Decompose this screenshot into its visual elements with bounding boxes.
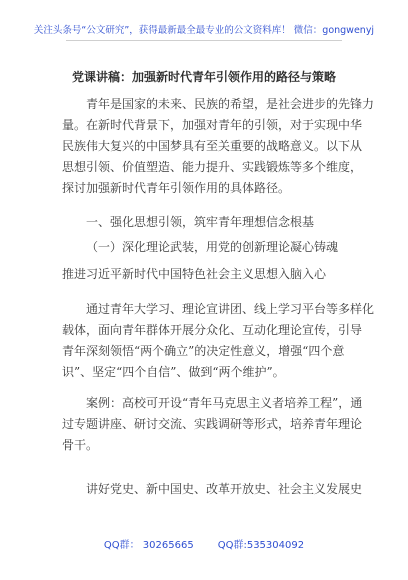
case-line: 骨干。 <box>62 438 99 452</box>
intro-line: 思想引领、价值塑造、能力提升、实践锻炼等多个维度， <box>62 160 363 174</box>
body-line: 载体，面向青年群体开展分众化、互动化理论宣传，引导 <box>62 323 363 337</box>
case-line: 过专题讲座、研讨交流、实践调研等形式，培养青年理论 <box>62 417 363 431</box>
body-line: 识”、坚定“四个自信”、做到“两个维护”。 <box>62 365 285 379</box>
section-heading: 一、强化思想引领，筑牢青年理想信念根基 <box>86 215 315 229</box>
header-divider <box>66 40 342 41</box>
footer-contact <box>0 536 408 551</box>
intro-line: 民族伟大复兴的中国梦具有至关重要的战略意义。以下从 <box>62 139 363 153</box>
intro-paragraph <box>62 94 375 199</box>
subsection-heading: （一）深化理论武装，用党的创新理论凝心铸魂 <box>86 240 339 254</box>
case-paragraph <box>62 393 363 456</box>
intro-line: 青年是国家的未来、民族的希望，是社会进步的先锋力 <box>86 97 375 111</box>
intro-line: 量。在新时代背景下，加强对青年的引领，对于实现中华 <box>62 118 363 132</box>
footer-qq-group-1: QQ群： 30265665 <box>103 540 194 551</box>
subsection-lead: 推进习近平新时代中国特色社会主义思想入脑入心 <box>62 267 327 281</box>
footer-qq-group-2: QQ群:535304092 <box>217 540 305 551</box>
header-promo-text: 关注头条号“公文研究”，获得最新最全最专业的公文资料库！ 微信：gongwenyj <box>33 25 375 36</box>
body-line: 通过青年大学习、理论宣讲团、线上学习平台等多样化 <box>86 302 375 316</box>
closing-line: 讲好党史、新中国史、改革开放史、社会主义发展史 <box>86 482 363 496</box>
body-paragraph <box>62 299 375 383</box>
intro-line: 探讨加强新时代青年引领作用的具体路径。 <box>62 181 291 195</box>
body-line: 青年深刻领悟“两个确立”的决定性意义，增强“四个意 <box>62 344 345 358</box>
document-title: 党课讲稿：加强新时代青年引领作用的路径与策略 <box>71 70 336 84</box>
case-line: 案例：高校可开设“青年马克思主义者培养工程”，通 <box>86 396 363 410</box>
